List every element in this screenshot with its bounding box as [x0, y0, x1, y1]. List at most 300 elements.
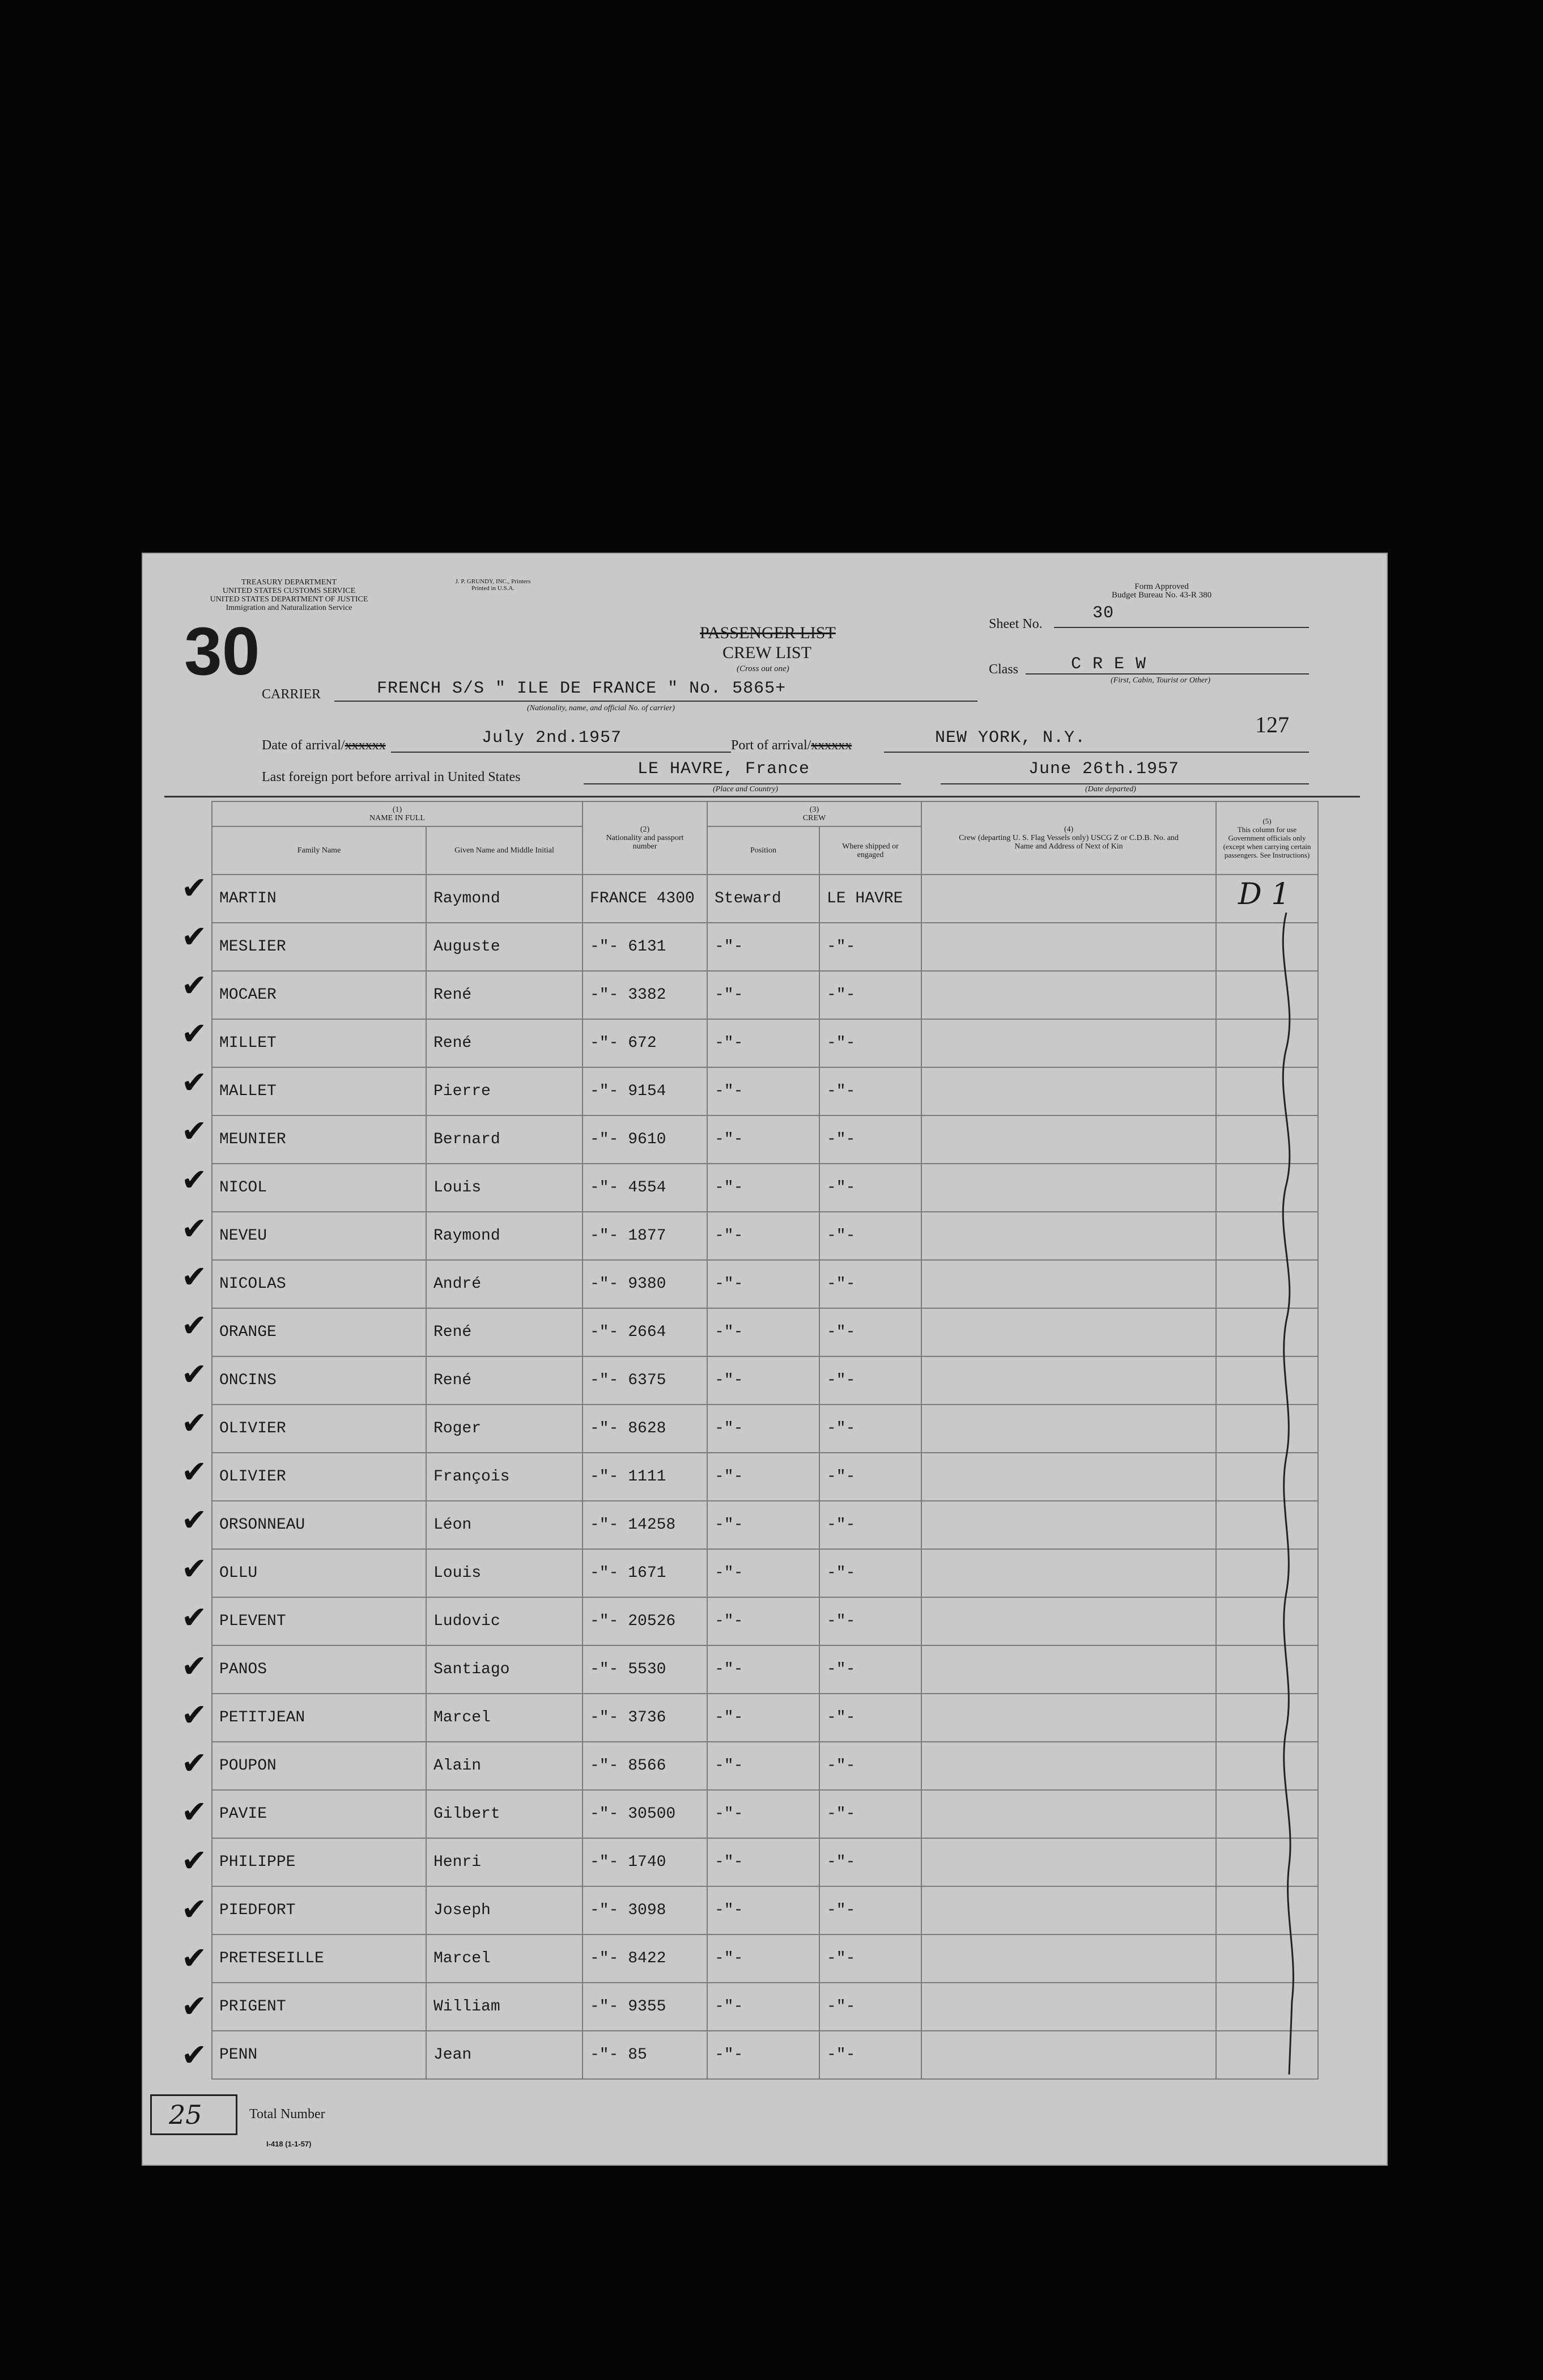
cell-next-of-kin: [921, 1694, 1216, 1742]
cell-given: [426, 1115, 583, 1164]
table-row: [212, 1694, 1318, 1742]
cell-shipped: [819, 1019, 921, 1067]
checkmark-icon: ✔: [181, 1696, 207, 1733]
position-value: -"-: [715, 1805, 743, 1823]
checkmark-icon: ✔: [181, 1502, 207, 1538]
cross-out-caption: (Cross out one): [737, 664, 789, 673]
shipped-value: -"-: [827, 1227, 856, 1245]
cell-nat: [583, 1934, 707, 1983]
given-value: René: [433, 1372, 472, 1389]
cell-nat: [583, 1886, 707, 1934]
nat-value: -"- 85: [590, 2046, 647, 2064]
cell-next-of-kin: [921, 1212, 1216, 1260]
cell-shipped: [819, 1838, 921, 1886]
nat-value: -"- 9380: [590, 1275, 666, 1293]
table-row: [212, 1934, 1318, 1983]
family-name-header: Family Name: [212, 826, 426, 875]
cell-nat: [583, 1308, 707, 1356]
family-value: PRETESEILLE: [219, 1950, 324, 1967]
given-value: Marcel: [433, 1950, 491, 1967]
carrier-label: CARRIER: [262, 687, 321, 702]
shipped-value: LE HAVRE: [827, 890, 903, 907]
cell-given: [426, 1405, 583, 1453]
cell-given: [426, 1645, 583, 1694]
shipped-value: -"-: [827, 1853, 856, 1871]
cell-family: [212, 1501, 426, 1549]
cell-family: [212, 1838, 426, 1886]
last-port-label: Last foreign port before arrival in United States: [262, 770, 521, 784]
cell-given: [426, 1983, 583, 2031]
table-row: [212, 1453, 1318, 1501]
given-value: Raymond: [433, 890, 500, 907]
nat-value: -"- 8628: [590, 1420, 666, 1437]
checkmark-icon: ✔: [181, 1064, 207, 1101]
position-value: -"-: [715, 1853, 743, 1871]
table-row: [212, 1886, 1318, 1934]
given-value: Louis: [433, 1564, 482, 1582]
cell-position: [707, 1645, 819, 1694]
cell-family: [212, 1308, 426, 1356]
col3-header: (3) CREW: [707, 801, 921, 826]
shipped-value: -"-: [827, 1757, 856, 1775]
cell-given: [426, 1164, 583, 1212]
table-row: [212, 1019, 1318, 1067]
cell-given: [426, 2031, 583, 2079]
cell-given: [426, 1260, 583, 1308]
cell-shipped: [819, 1115, 921, 1164]
cell-next-of-kin: [921, 1164, 1216, 1212]
given-value: Gilbert: [433, 1805, 500, 1823]
position-value: -"-: [715, 986, 743, 1004]
nat-value: -"- 30500: [590, 1805, 676, 1823]
cell-nat: [583, 1501, 707, 1549]
nat-value: -"- 5530: [590, 1661, 666, 1678]
crew-table: [211, 801, 1319, 2080]
shipped-value: -"-: [827, 1516, 856, 1534]
position-value: -"-: [715, 1468, 743, 1486]
cell-position: [707, 1356, 819, 1405]
given-value: Auguste: [433, 938, 500, 956]
given-value: Marcel: [433, 1709, 491, 1726]
page-number: 30: [184, 613, 260, 689]
checkmark-icon: ✔: [181, 1988, 207, 2025]
cell-shipped: [819, 1983, 921, 2031]
cell-given: [426, 1212, 583, 1260]
nat-value: -"- 9610: [590, 1131, 666, 1148]
port-value: NEW YORK, N.Y.: [935, 728, 1086, 748]
class-caption: (First, Cabin, Tourist or Other): [1111, 676, 1211, 685]
cell-position: [707, 1983, 819, 2031]
given-value: Santiago: [433, 1661, 510, 1678]
col1-header: (1) NAME IN FULL: [212, 801, 583, 826]
position-value: Steward: [715, 890, 781, 907]
family-value: PRIGENT: [219, 1998, 286, 2016]
cell-shipped: [819, 1308, 921, 1356]
cell-next-of-kin: [921, 1453, 1216, 1501]
official-wavy-line: [1235, 913, 1326, 2080]
cell-shipped: [819, 1645, 921, 1694]
cell-position: [707, 1212, 819, 1260]
position-value: -"-: [715, 1372, 743, 1389]
checkmark-icon: ✔: [181, 1308, 207, 1344]
table-row: [212, 1645, 1318, 1694]
table-row: [212, 1597, 1318, 1645]
printer-block: J. P. GRUNDY, INC., Printers Printed in U.S.A.: [455, 578, 531, 592]
cell-family: [212, 1260, 426, 1308]
given-value: René: [433, 986, 472, 1004]
class-value: C R E W: [1071, 655, 1147, 674]
cell-shipped: [819, 1356, 921, 1405]
cell-nat: [583, 1405, 707, 1453]
given-value: Ludovic: [433, 1613, 500, 1630]
table-row: [212, 1405, 1318, 1453]
cell-nat: [583, 1019, 707, 1067]
cell-position: [707, 1164, 819, 1212]
cell-nat: [583, 1067, 707, 1115]
nat-value: -"- 20526: [590, 1613, 676, 1630]
table-row: [212, 1356, 1318, 1405]
table-row: [212, 1115, 1318, 1164]
shipped-value: -"-: [827, 1468, 856, 1486]
nat-value: -"- 1740: [590, 1853, 666, 1871]
checkmark-icon: ✔: [181, 870, 207, 906]
cell-nat: [583, 1356, 707, 1405]
position-header: Position: [707, 826, 819, 875]
cell-family: [212, 1549, 426, 1597]
position-value: -"-: [715, 1902, 743, 1919]
cell-shipped: [819, 1067, 921, 1115]
shipped-value: -"-: [827, 1950, 856, 1967]
cell-position: [707, 1453, 819, 1501]
table-row: [212, 1260, 1318, 1308]
nat-value: -"- 3098: [590, 1902, 666, 1919]
table-row: [212, 1501, 1318, 1549]
cell-family: [212, 1164, 426, 1212]
position-value: -"-: [715, 1998, 743, 2016]
checkmark-icon: ✔: [181, 1891, 207, 1927]
cell-position: [707, 1694, 819, 1742]
cell-position: [707, 971, 819, 1019]
cell-position: [707, 2031, 819, 2079]
given-value: Alain: [433, 1757, 482, 1775]
given-name-header: Given Name and Middle Initial: [426, 826, 583, 875]
table-row: [212, 1164, 1318, 1212]
cell-nat: [583, 923, 707, 971]
cell-position: [707, 1308, 819, 1356]
cell-position: [707, 1260, 819, 1308]
table-row: [212, 1308, 1318, 1356]
checkmark-icon: ✔: [181, 1745, 207, 1781]
cell-given: [426, 971, 583, 1019]
cell-next-of-kin: [921, 1838, 1216, 1886]
cell-shipped: [819, 971, 921, 1019]
cell-position: [707, 1742, 819, 1790]
cell-family: [212, 1694, 426, 1742]
position-value: -"-: [715, 1950, 743, 1967]
carrier-value: FRENCH S/S " ILE DE FRANCE " No. 5865+: [377, 679, 787, 698]
family-value: OLLU: [219, 1564, 258, 1582]
nat-value: -"- 1877: [590, 1227, 666, 1245]
nat-value: -"- 3382: [590, 986, 666, 1004]
cell-nat: [583, 1838, 707, 1886]
cell-next-of-kin: [921, 1019, 1216, 1067]
family-value: PETITJEAN: [219, 1709, 305, 1726]
cell-given: [426, 875, 583, 923]
nat-value: -"- 1671: [590, 1564, 666, 1582]
checkmark-icon: ✔: [181, 1210, 207, 1246]
table-row: [212, 1790, 1318, 1838]
position-value: -"-: [715, 1709, 743, 1726]
sheet-label: Sheet No.: [989, 617, 1043, 631]
cell-nat: [583, 1790, 707, 1838]
cell-family: [212, 1405, 426, 1453]
given-value: Henri: [433, 1853, 482, 1871]
cell-given: [426, 1597, 583, 1645]
cell-position: [707, 923, 819, 971]
cell-next-of-kin: [921, 1934, 1216, 1983]
arrival-date-value: July 2nd.1957: [482, 728, 622, 748]
cell-shipped: [819, 1260, 921, 1308]
shipped-value: -"-: [827, 986, 856, 1004]
family-value: MOCAER: [219, 986, 277, 1004]
cell-shipped: [819, 1934, 921, 1983]
cell-given: [426, 1790, 583, 1838]
stamp-number: 127: [1255, 712, 1289, 737]
shipped-value: -"-: [827, 1034, 856, 1052]
nat-value: -"- 672: [590, 1034, 657, 1052]
cell-family: [212, 1453, 426, 1501]
position-value: -"-: [715, 938, 743, 956]
family-value: MILLET: [219, 1034, 277, 1052]
position-value: -"-: [715, 1323, 743, 1341]
cell-next-of-kin: [921, 1115, 1216, 1164]
given-value: Roger: [433, 1420, 482, 1437]
family-value: PIEDFORT: [219, 1902, 296, 1919]
cell-family: [212, 1645, 426, 1694]
position-value: -"-: [715, 2046, 743, 2064]
col2-header: (2) Nationality and passport number: [583, 801, 707, 875]
cell-given: [426, 1356, 583, 1405]
table-row: [212, 971, 1318, 1019]
cell-next-of-kin: [921, 2031, 1216, 2079]
checkmark-icon: ✔: [181, 1600, 207, 1635]
sheet-number: 30: [1093, 604, 1115, 623]
checkmark-icon: ✔: [181, 1794, 207, 1830]
cell-next-of-kin: [921, 875, 1216, 923]
position-value: -"-: [715, 1564, 743, 1582]
shipped-value: -"-: [827, 1323, 856, 1341]
family-value: ONCINS: [219, 1372, 277, 1389]
cell-given: [426, 923, 583, 971]
shipped-value: -"-: [827, 2046, 856, 2064]
family-value: ORANGE: [219, 1323, 277, 1341]
cell-position: [707, 1115, 819, 1164]
cell-family: [212, 875, 426, 923]
cell-nat: [583, 1260, 707, 1308]
cell-shipped: [819, 1742, 921, 1790]
given-value: William: [433, 1998, 500, 2016]
shipped-value: -"-: [827, 1661, 856, 1678]
cell-nat: [583, 875, 707, 923]
cell-next-of-kin: [921, 1790, 1216, 1838]
given-value: Léon: [433, 1516, 472, 1534]
cell-next-of-kin: [921, 1405, 1216, 1453]
table-row: [212, 875, 1318, 923]
cell-next-of-kin: [921, 923, 1216, 971]
cell-nat: [583, 1549, 707, 1597]
cell-family: [212, 1115, 426, 1164]
form-code: I-418 (1-1-57): [266, 2140, 312, 2148]
shipped-header: Where shipped or engaged: [819, 826, 921, 875]
family-value: NICOLAS: [219, 1275, 286, 1293]
official-mark: D 1: [1238, 877, 1290, 911]
given-value: Raymond: [433, 1227, 500, 1245]
cell-shipped: [819, 1694, 921, 1742]
cell-given: [426, 1308, 583, 1356]
cell-nat: [583, 1597, 707, 1645]
family-value: OLIVIER: [219, 1420, 286, 1437]
family-value: ORSONNEAU: [219, 1516, 305, 1534]
table-row: [212, 1212, 1318, 1260]
table-row: [212, 1742, 1318, 1790]
family-value: PANOS: [219, 1661, 267, 1678]
shipped-value: -"-: [827, 1902, 856, 1919]
cell-given: [426, 1453, 583, 1501]
given-value: Louis: [433, 1179, 482, 1197]
shipped-value: -"-: [827, 1709, 856, 1726]
given-value: André: [433, 1275, 482, 1293]
cell-nat: [583, 1742, 707, 1790]
cell-position: [707, 1790, 819, 1838]
port-label: Port of arrival/xxxxxx: [731, 738, 852, 753]
cell-next-of-kin: [921, 1308, 1216, 1356]
position-value: -"-: [715, 1757, 743, 1775]
family-value: NEVEU: [219, 1227, 267, 1245]
cell-nat: [583, 2031, 707, 2079]
cell-shipped: [819, 1597, 921, 1645]
cell-family: [212, 1983, 426, 2031]
position-value: -"-: [715, 1420, 743, 1437]
shipped-value: -"-: [827, 1131, 856, 1148]
family-value: PHILIPPE: [219, 1853, 296, 1871]
cell-family: [212, 1597, 426, 1645]
last-port-caption: (Place and Country): [713, 785, 779, 794]
cell-family: [212, 1067, 426, 1115]
form-approved: Form Approved Budget Bureau No. 43-R 380: [1111, 582, 1212, 600]
nat-value: -"- 8422: [590, 1950, 666, 1967]
cell-family: [212, 1019, 426, 1067]
family-value: PAVIE: [219, 1805, 267, 1823]
nat-value: -"- 14258: [590, 1516, 676, 1534]
cell-position: [707, 1067, 819, 1115]
given-value: Bernard: [433, 1131, 500, 1148]
cell-shipped: [819, 2031, 921, 2079]
family-value: MESLIER: [219, 938, 286, 956]
shipped-value: -"-: [827, 1613, 856, 1630]
checkmark-icon: ✔: [181, 2037, 207, 2073]
cell-position: [707, 1597, 819, 1645]
family-value: NICOL: [219, 1179, 267, 1197]
cell-family: [212, 1886, 426, 1934]
table-row: [212, 1983, 1318, 2031]
cell-family: [212, 971, 426, 1019]
departed-value: June 26th.1957: [1028, 760, 1180, 779]
given-value: René: [433, 1034, 472, 1052]
checkmark-icon: ✔: [181, 1113, 207, 1149]
shipped-value: -"-: [827, 1564, 856, 1582]
cell-position: [707, 1501, 819, 1549]
shipped-value: -"-: [827, 1083, 856, 1100]
cell-next-of-kin: [921, 1983, 1216, 2031]
total-box: [150, 2094, 237, 2135]
checkmark-icon: ✔: [181, 1259, 207, 1295]
table-row: [212, 1549, 1318, 1597]
checkmark-icon: ✔: [181, 1551, 207, 1587]
cell-family: [212, 1212, 426, 1260]
cell-family: [212, 1356, 426, 1405]
shipped-value: -"-: [827, 938, 856, 956]
shipped-value: -"-: [827, 1179, 856, 1197]
shipped-value: -"-: [827, 1275, 856, 1293]
given-value: François: [433, 1468, 510, 1486]
cell-shipped: [819, 875, 921, 923]
cell-given: [426, 1838, 583, 1886]
cell-shipped: [819, 1212, 921, 1260]
checkmark-icon: ✔: [181, 1161, 207, 1198]
cell-nat: [583, 1115, 707, 1164]
cell-nat: [583, 1983, 707, 2031]
cell-given: [426, 1019, 583, 1067]
class-label: Class: [989, 662, 1019, 677]
position-value: -"-: [715, 1613, 743, 1630]
cell-shipped: [819, 1501, 921, 1549]
department-block: TREASURY DEPARTMENT UNITED STATES CUSTOMS SERVICE UNITED STATES DEPARTMENT OF JUSTICE Immigration and Naturalization Service: [210, 578, 368, 612]
cell-given: [426, 1501, 583, 1549]
last-port-value: LE HAVRE, France: [637, 760, 810, 779]
cell-nat: [583, 1453, 707, 1501]
cell-given: [426, 1549, 583, 1597]
total-label: Total Number: [249, 2107, 325, 2122]
arrival-date-label: Date of arrival/xxxxxx: [262, 738, 386, 753]
table-row: [212, 2031, 1318, 2079]
nat-value: -"- 9154: [590, 1083, 666, 1100]
cell-shipped: [819, 1886, 921, 1934]
nat-value: -"- 9355: [590, 1998, 666, 2016]
checkmark-icon: ✔: [181, 918, 207, 954]
position-value: -"-: [715, 1227, 743, 1245]
position-value: -"-: [715, 1661, 743, 1678]
col4-header: (4) Crew (departing U. S. Flag Vessels only) USCG Z or C.D.B. No. and Name and Address of Next of Kin: [921, 801, 1216, 875]
cell-given: [426, 1934, 583, 1983]
carrier-caption: (Nationality, name, and official No. of carrier): [527, 704, 675, 712]
shipped-value: -"-: [827, 1420, 856, 1437]
cell-next-of-kin: [921, 971, 1216, 1019]
cell-next-of-kin: [921, 1067, 1216, 1115]
checkmark-icon: ✔: [181, 1016, 207, 1052]
family-value: MARTIN: [219, 890, 277, 907]
cell-shipped: [819, 1453, 921, 1501]
cell-shipped: [819, 1549, 921, 1597]
cell-next-of-kin: [921, 1597, 1216, 1645]
checkmark-icon: ✔: [181, 1843, 207, 1878]
nat-value: -"- 8566: [590, 1757, 666, 1775]
checkmark-icon: ✔: [181, 1648, 207, 1684]
position-value: -"-: [715, 1275, 743, 1293]
cell-shipped: [819, 1790, 921, 1838]
departed-caption: (Date departed): [1085, 785, 1136, 794]
family-value: OLIVIER: [219, 1468, 286, 1486]
cell-shipped: [819, 1164, 921, 1212]
